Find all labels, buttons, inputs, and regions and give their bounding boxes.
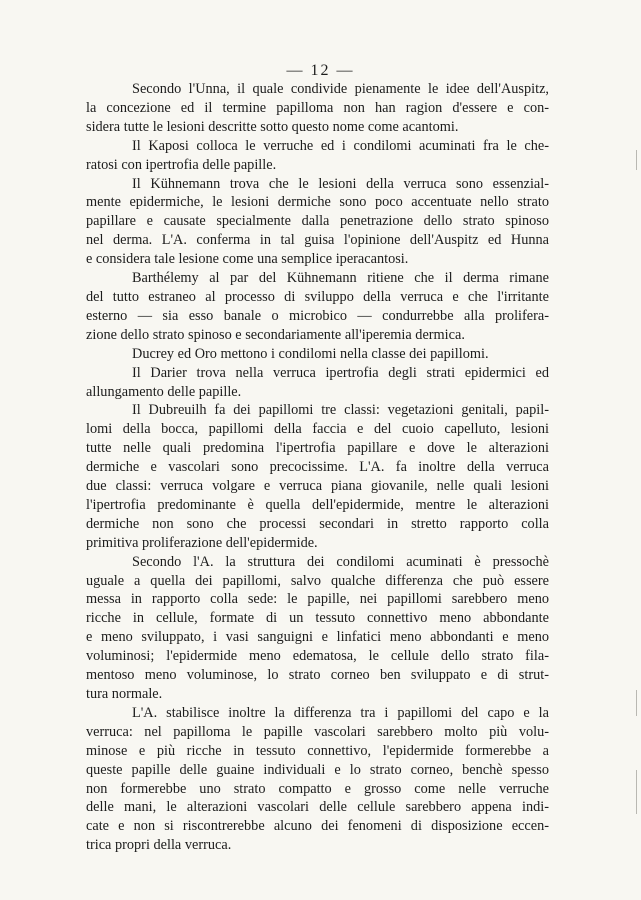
text-line: cate e non si riscontrerebbe alcuno dei fenomeni di disposizione eccen-: [86, 818, 549, 835]
text-line: Il Kühnemann trova che le lesioni della verruca sono essenzial-: [132, 175, 549, 192]
text-line: Secondo l'A. la struttura dei condilomi acuminati è pressochè: [132, 553, 549, 570]
text-line: uguale a quella dei papillomi, salvo qualche differenza che può essere: [86, 572, 549, 589]
paragraph: [86, 80, 549, 137]
text-line: tutte nelle quali predomina l'ipertrofia papillare e dove le alterazioni: [86, 440, 549, 457]
text-line: L'A. stabilisce inoltre la differenza tra i papillomi del capo e la: [132, 704, 549, 721]
text-line: sidera tutte le lesioni descritte sotto questo nome come acantomi.: [86, 118, 459, 135]
text-line: mentoso meno voluminose, lo strato corneo ben sviluppato e di strut-: [86, 667, 549, 684]
text-line: queste papille delle guaine individuali e lo strato corneo, benchè spesso: [86, 761, 549, 778]
text-line: ratosi con ipertrofia delle papille.: [86, 156, 277, 173]
text-line: Il Dubreuilh fa dei papillomi tre classi: vegetazioni genitali, papil-: [132, 402, 549, 419]
text-line: messa in rapporto colla sede: le papille, nei papillomi sarebbero meno: [86, 591, 549, 608]
text-line: delle mani, le alterazioni vascolari delle cellule sarebbero appena indi-: [86, 799, 549, 816]
paragraph: [86, 269, 549, 345]
text-line: zione dello strato spinoso e secondariamente all'iperemia dermica.: [86, 326, 465, 343]
text-line: voluminosi; l'epidermide meno edematosa, le cellule dello strato fila-: [86, 648, 549, 665]
paragraph: [86, 364, 549, 402]
scan-edge-mark: [636, 690, 637, 716]
text-line: non formerebbe uno strato compatto e grosso come nelle verruche: [86, 780, 549, 797]
paragraph: [86, 553, 549, 704]
paragraph: [86, 345, 549, 364]
text-line: e considera tale lesione come una semplice iperacantosi.: [86, 251, 409, 268]
body-text: [86, 80, 549, 855]
text-line: due classi: verruca volgare e verruca piana giovanile, nelle quali lesioni: [86, 478, 549, 495]
scan-edge-mark: [636, 150, 637, 170]
text-line: trica propri della verruca.: [86, 837, 232, 854]
text-line: tura normale.: [86, 686, 163, 702]
text-line: papillare e causate specialmente dalla penetrazione dello strato spinoso: [86, 213, 549, 230]
paragraph: [86, 137, 549, 175]
text-line: mente epidermiche, le lesioni dermiche sono poco accentuate nello strato: [86, 194, 549, 211]
text-line: minose e più ricche in tessuto connettivo, l'epidermide formerebbe a: [86, 742, 549, 759]
text-line: ricche in cellule, formate di un tessuto connettivo meno abbondante: [86, 610, 549, 627]
text-line: del tutto estraneo al processo di sviluppo della verruca e che l'irritante: [86, 288, 549, 305]
text-line: l'ipertrofia predominante è quella dell'epidermide, mentre le alterazioni: [86, 496, 549, 513]
scan-edge-mark: [636, 770, 637, 814]
text-line: Il Kaposi colloca le verruche ed i condilomi acuminati fra le che-: [132, 137, 549, 154]
text-line: Barthélemy al par del Kühnemann ritiene che il derma rimane: [132, 270, 549, 287]
text-line: Ducrey ed Oro mettono i condilomi nella classe dei papillomi.: [132, 345, 489, 362]
paragraph: [86, 175, 549, 270]
page-number: — 12 —: [286, 62, 355, 79]
text-line: e meno sviluppato, i vasi sanguigni e linfatici meno abbondanti e meno: [86, 629, 549, 646]
text-line: la concezione ed il termine papilloma non han ragion d'essere e con-: [86, 99, 549, 116]
paragraph: [86, 704, 549, 855]
text-line: dermiche e vascolari sono precocissime. L'A. fa inoltre della verruca: [86, 459, 549, 476]
text-line: nel derma. L'A. conferma in tal guisa l'opinione dell'Auspitz ed Hunna: [86, 232, 549, 249]
paragraph: [86, 401, 549, 552]
text-line: allungamento delle papille.: [86, 383, 242, 400]
text-line: verruca: nel papilloma le papille vascolari sarebbero molto più volu-: [86, 723, 549, 740]
text-line: Secondo l'Unna, il quale condivide pienamente le idee dell'Auspitz,: [132, 81, 549, 97]
text-line: dermiche non sono che processi secondari in stretto rapporto colla: [86, 515, 549, 532]
text-line: primitiva proliferazione dell'epidermide.: [86, 534, 318, 551]
text-line: Il Darier trova nella verruca ipertrofia degli strati epidermici ed: [132, 364, 549, 381]
text-line: lomi della bocca, papillomi della faccia e del cuoio capelluto, lesioni: [86, 421, 549, 438]
text-line: esterno — sia esso banale o microbico — condurrebbe alla prolifera-: [86, 307, 549, 324]
